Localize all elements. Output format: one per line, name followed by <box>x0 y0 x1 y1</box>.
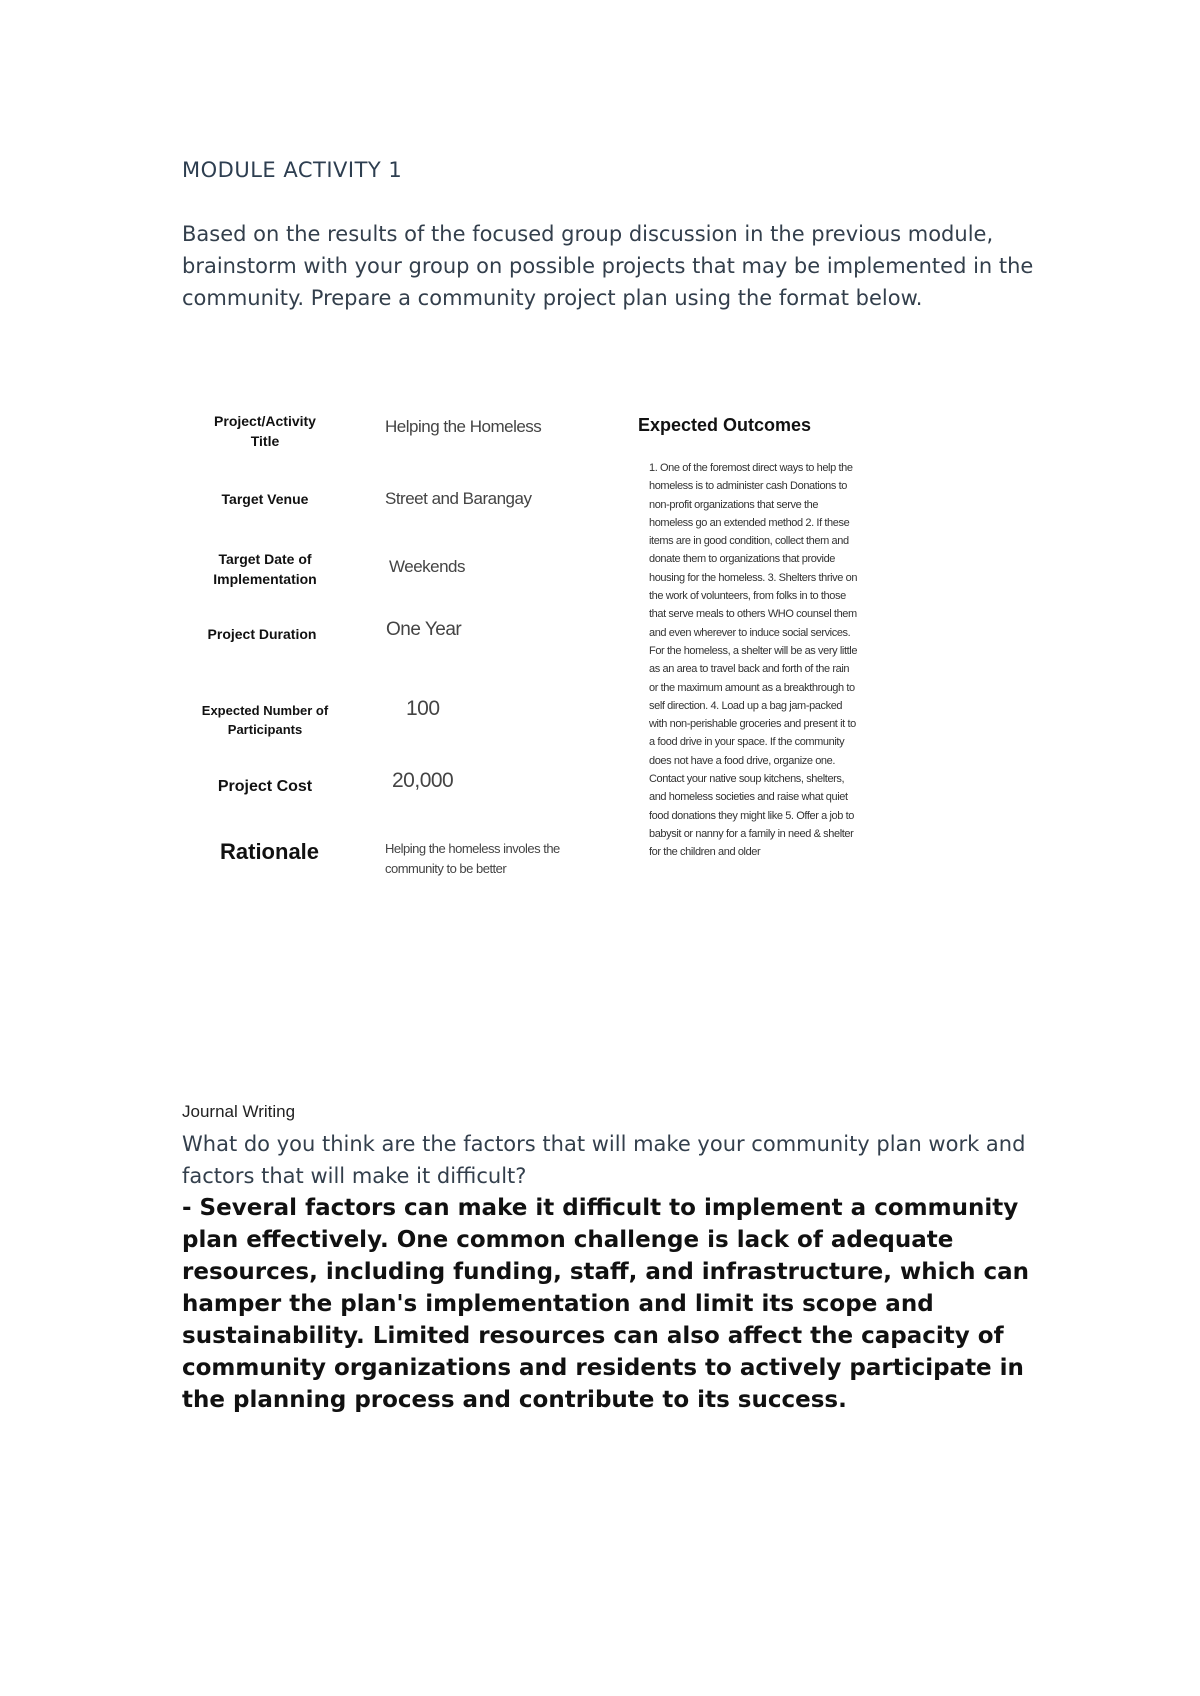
module-heading: MODULE ACTIVITY 1 <box>182 158 403 182</box>
duration-label: Project Duration <box>207 626 317 642</box>
project-title-value: Helping the Homeless <box>385 417 542 436</box>
label-line: Participants <box>227 722 303 737</box>
intro-paragraph: Based on the results of the focused group discussion in the previous module, brainstorm with your group on possible projects that may be implemented in the community. Prepare a community project plan using the format below. <box>182 222 1034 310</box>
expected-outcomes-title: Expected Outcomes <box>638 415 812 435</box>
participants-value: 100 <box>406 697 440 720</box>
duration-value: One Year <box>386 619 462 640</box>
rationale-value: Helping the homeless involes the community to be better <box>385 841 560 876</box>
expected-outcomes-body: 1. One of the foremost direct ways to help the homeless is to administer cash Donations to non-profit organizations that serve the homeless go an extended method 2. If these items are in good condition, collect them and donate them to organizations that provide housing for the homeless. 3. Shelters thrive on the work of volunteers, from folks in to those that serve meals to others WHO counsel them and even wherever to induce social services. For the homeless, a shelter will be as very little as an area to travel back and forth of the rain or the maximum amount as a breakthrough to self direction. 4. Load up a bag jam-packed with non-perishable groceries and present it to a food drive in your space. If the community does not have a food drive, organize one. Contact your native soup kitchens, shelters, and homeless societies and raise what quiet food donations they might like 5. Offer a job to babysit or nanny for a family in need & shelter for the children and older <box>649 462 858 859</box>
label-line: Title <box>250 433 280 449</box>
target-venue-label: Target Venue <box>221 491 309 507</box>
label-line: Target Date of <box>218 551 312 567</box>
target-date-value: Weekends <box>389 557 466 576</box>
cost-value: 20,000 <box>392 769 454 792</box>
journal-answer: - Several factors can make it difficult to implement a community plan effectively. One common challenge is lack of adequate resources, including funding, staff, and infrastructure, which can hamper the plan's implementation and limit its scope and sustainability. Limited resources can also affect the capacity of community organizations and residents to actively participate in the planning process and contribute to its success. <box>182 1195 1030 1413</box>
label-line: Expected Number of <box>201 703 329 718</box>
project-plan <box>190 405 860 965</box>
label-line: Implementation <box>213 571 317 587</box>
target-venue-value: Street and Barangay <box>385 489 532 508</box>
participants-label <box>185 701 345 739</box>
journal-writing-label: Journal Writing <box>182 1102 296 1121</box>
cost-label: Project Cost <box>217 778 313 795</box>
target-date-label <box>190 549 340 589</box>
project-title-label <box>190 411 340 451</box>
label-line: Project/Activity <box>214 413 316 429</box>
journal-question: What do you think are the factors that will make your community plan work and factors that will make it difficult? <box>182 1132 1026 1188</box>
rationale-label: Rationale <box>220 839 320 864</box>
